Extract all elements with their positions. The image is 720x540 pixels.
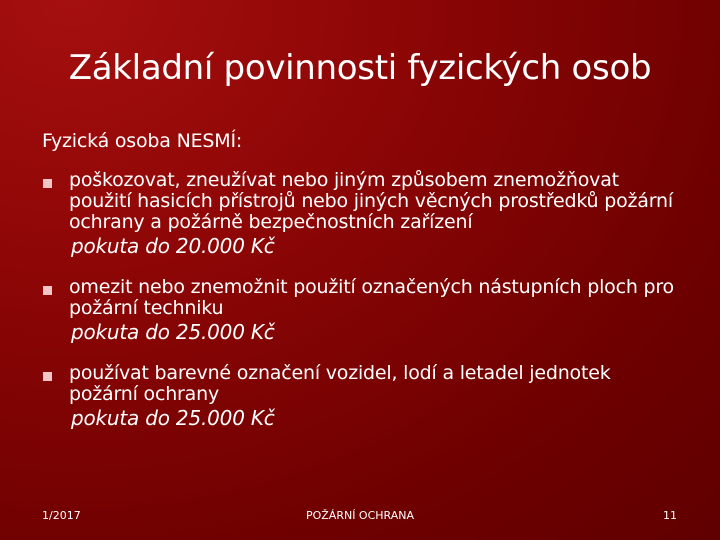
bullet-list — [42, 170, 682, 431]
square-bullet-icon — [43, 372, 52, 381]
intro-text: Fyzická osoba NESMÍ: — [42, 130, 243, 152]
footer-date: 1/2017 — [42, 509, 81, 522]
footer-title: POŽÁRNÍ OCHRANA — [305, 509, 415, 522]
fine-text: pokuta do 25.000 Kč — [71, 320, 275, 344]
page-number: 11 — [663, 509, 677, 522]
slide-title: Základní povinnosti fyzických osob — [68, 48, 652, 88]
bullet-text: používat barevné označení vozidel, lodí a letadel jednotek požární ochrany — [69, 362, 611, 405]
bullet-text: omezit nebo znemožnit použití označených nástupních ploch pro požární techniku — [69, 276, 674, 319]
bullet-text: poškozovat, zneužívat nebo jiným způsobem znemožňovat použití hasicích přístrojů nebo jiných věcných prostředků požární ochrany a požárně bezpečnostních zařízení — [69, 169, 673, 233]
square-bullet-icon — [43, 286, 52, 295]
fine-text: pokuta do 25.000 Kč — [71, 406, 275, 430]
bullet-item — [42, 170, 682, 259]
bullet-item — [42, 363, 682, 431]
square-bullet-icon — [43, 179, 52, 188]
fine-text: pokuta do 20.000 Kč — [71, 234, 275, 258]
bullet-item — [42, 277, 682, 345]
